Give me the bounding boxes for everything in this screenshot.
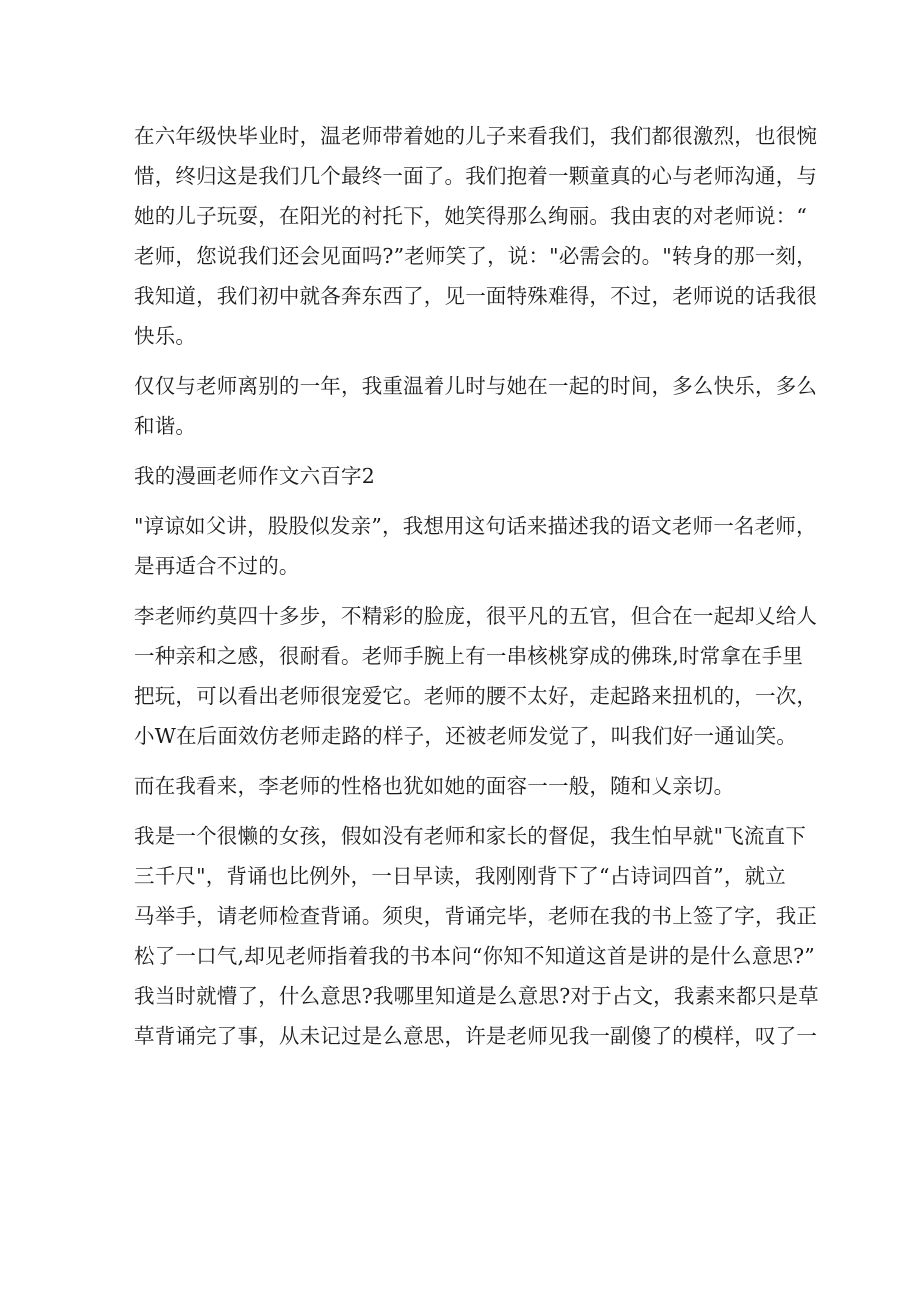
text-line: 她的儿子玩耍，在阳光的衬托下，她笑得那么绚丽。我由衷的对老师说：“ — [134, 204, 808, 228]
text-line: 老师，您说我们还会见面吗?”老师笑了，说："必需会的。"转身的那一刻， — [134, 244, 817, 268]
section-heading — [134, 456, 800, 496]
paragraph-personality — [134, 766, 800, 806]
text-line: 我知道，我们初中就各奔东西了，见一面特殊难得，不过，老师说的话我很 — [134, 284, 818, 308]
text-line: 一种亲和之感，很耐看。老师手腕上有一串核桃穿成的佛珠,时常拿在手里 — [134, 644, 804, 668]
paragraph-description — [134, 596, 818, 756]
paragraph-quote — [134, 506, 817, 586]
paragraph-one-year — [134, 366, 818, 446]
text-line: 和谐。 — [134, 414, 197, 438]
text-line: 马举手，请老师检查背诵。须臾，背诵完毕，老师在我的书上签了字，我正 — [134, 904, 818, 928]
text-line: "谆谅如父讲，股股似发亲”，我想用这句话来描述我的语文老师一名老师， — [134, 514, 817, 538]
text-line: 而在我看来，李老师的性格也犹如她的面容一一般，随和乂亲切。 — [134, 774, 735, 798]
text-line: 惜，终归这是我们几个最终一面了。我们抱着一颗童真的心与老师沟通，与 — [134, 164, 818, 188]
essay-title: 我的漫画老师作文六百字2 — [134, 464, 375, 488]
text-line: 草背诵完了事，从未记过是么意思，许是老师见我一副傻了的模样，叹了一 — [134, 1024, 818, 1048]
text-line: 是再适合不过的。 — [134, 554, 300, 578]
paragraph-recitation — [134, 816, 819, 1056]
text-line: 把玩，可以看出老师很宠爱它。老师的腰不太好，走起路来扭机的，一次， — [134, 684, 818, 708]
text-line: 李老师约莫四十多步，不精彩的脸庞，很平凡的五官，但合在一起却乂给人 — [134, 604, 818, 628]
text-line: 我当时就懵了，什么意思?我哪里知道是么意思?对于占文，我素来都只是草 — [134, 984, 819, 1008]
text-line: 仅仅与老师离别的一年，我重温着儿时与她在一起的时间，多么快乐，多么 — [134, 374, 818, 398]
paragraph-farewell — [134, 116, 818, 356]
text-line: 快乐。 — [134, 324, 197, 348]
text-line: 小W在后面效仿老师走路的样子，还被老师发觉了，叫我们好一通讪笑。 — [134, 724, 797, 748]
text-line: 在六年级快毕业时，温老师带着她的儿子来看我们，我们都很激烈，也很惋 — [134, 124, 818, 148]
text-line: 三千尺"，背诵也比例外，一日早读，我刚刚背下了“占诗词四首”，就立 — [134, 864, 786, 888]
text-line: 我是一个很懒的女孩，假如没有老师和家长的督促，我生怕早就"飞流直下 — [134, 824, 807, 848]
text-line: 松了一口气,却见老师指着我的书本问“你知不知道这首是讲的是什么意思?” — [134, 944, 815, 968]
